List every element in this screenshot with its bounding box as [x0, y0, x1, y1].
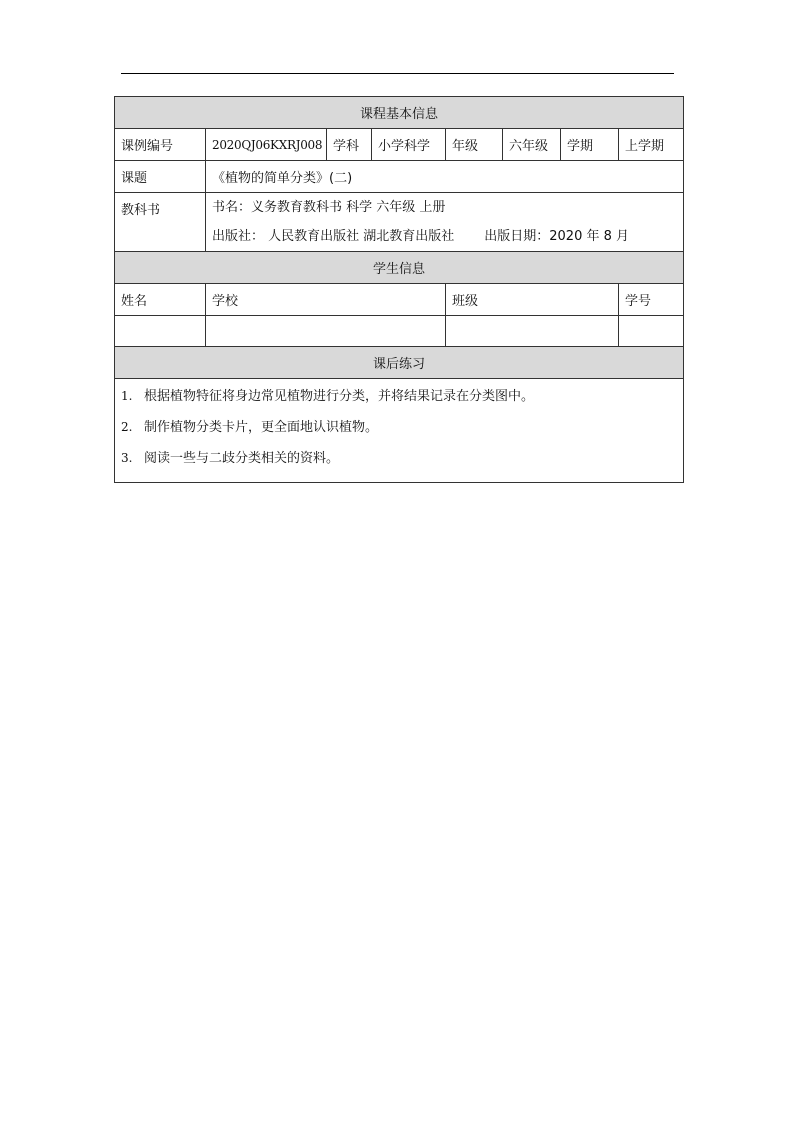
course-info-table	[114, 96, 684, 483]
case-no-value: 2020QJ06KXRJ008	[206, 129, 327, 161]
case-no-label: 课例编号	[115, 129, 206, 161]
student-id-field[interactable]	[619, 316, 684, 347]
school-label: 学校	[206, 284, 446, 316]
class-label: 班级	[446, 284, 619, 316]
exercise-text: 制作植物分类卡片，更全面地认识植物。	[144, 420, 379, 435]
exercises-list	[115, 379, 684, 483]
topic-value: 《植物的简单分类》(二)	[206, 161, 684, 193]
exercise-text: 根据植物特征将身边常见植物进行分类，并将结果记录在分类图中。	[144, 389, 535, 404]
subject-label: 学科	[327, 129, 372, 161]
exercise-item	[121, 416, 677, 447]
term-value: 上学期	[619, 129, 684, 161]
textbook-title-line: 书名：义务教育教科书 科学 六年级 上册	[212, 200, 446, 215]
textbook-publisher: 出版社： 人民教育出版社 湖北教育出版社	[212, 229, 455, 244]
exercise-number: 2.	[121, 420, 133, 434]
class-field[interactable]	[446, 316, 619, 347]
student-info-header: 学生信息	[115, 252, 684, 284]
subject-value: 小学科学	[372, 129, 446, 161]
textbook-publisher-line	[212, 222, 677, 251]
exercise-item	[121, 447, 677, 478]
topic-label: 课题	[115, 161, 206, 193]
school-field[interactable]	[206, 316, 446, 347]
textbook-label: 教科书	[115, 193, 206, 252]
term-label: 学期	[561, 129, 619, 161]
student-id-label: 学号	[619, 284, 684, 316]
exercises-header: 课后练习	[115, 347, 684, 379]
exercise-item	[121, 385, 677, 416]
name-field[interactable]	[115, 316, 206, 347]
header-rule	[121, 73, 674, 74]
exercise-text: 阅读一些与二歧分类相关的资料。	[144, 451, 340, 466]
name-label: 姓名	[115, 284, 206, 316]
course-info-header: 课程基本信息	[115, 97, 684, 129]
grade-value: 六年级	[503, 129, 561, 161]
grade-label: 年级	[446, 129, 503, 161]
exercise-number: 1.	[121, 389, 133, 403]
exercise-number: 3.	[121, 451, 133, 465]
textbook-date: 出版日期：2020 年 8 月	[484, 229, 630, 244]
textbook-value	[206, 193, 684, 252]
